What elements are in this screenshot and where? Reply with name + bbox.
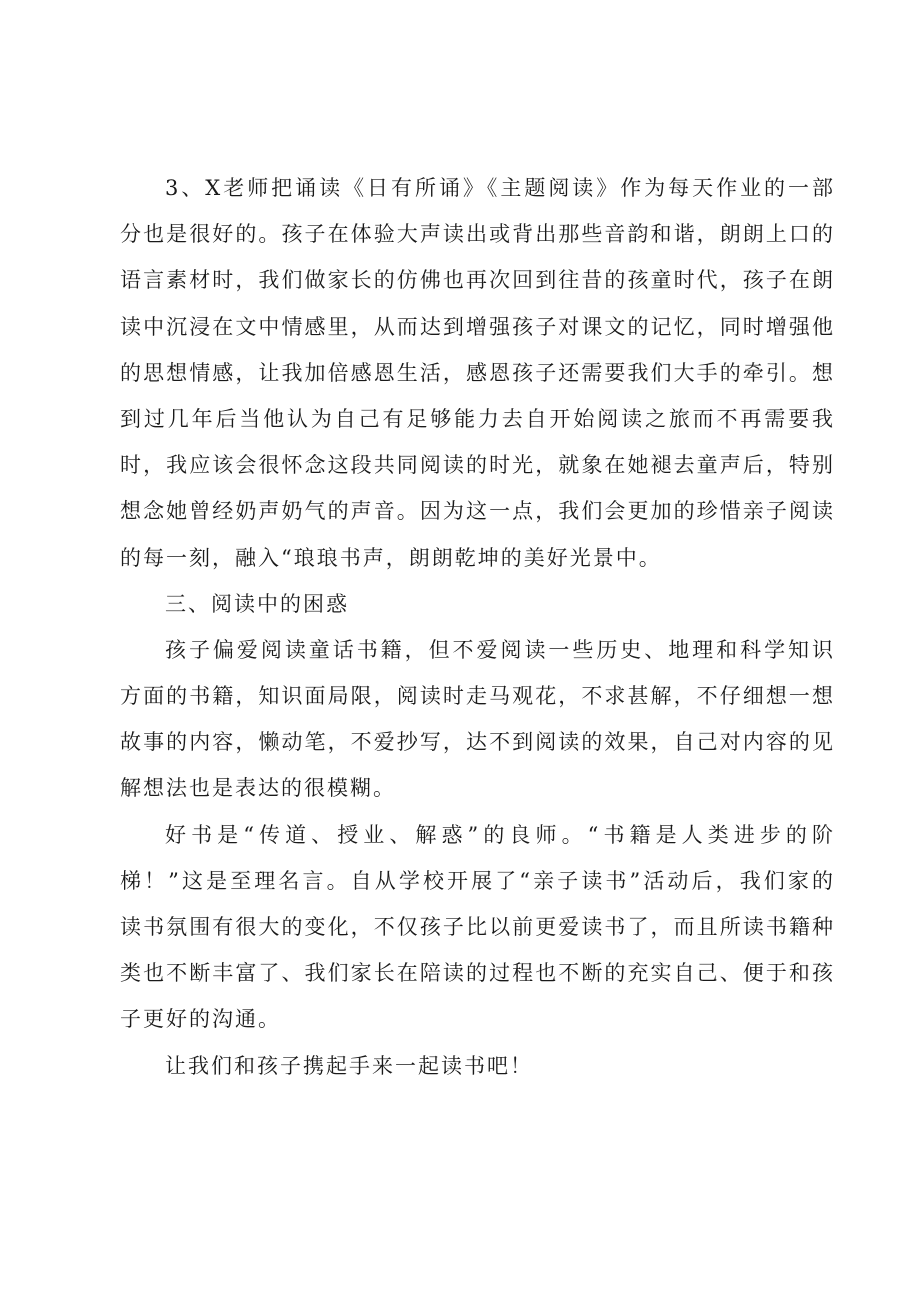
paragraph-line: 3、X老师把诵读《日有所诵》《主题阅读》作为每天作业的一部: [165, 176, 835, 200]
paragraph-line: 语言素材时，我们做家长的仿佛也再次回到往昔的孩童时代，孩子在朗: [120, 268, 835, 293]
paragraph-line: 想念她曾经奶声奶气的声音。因为这一点，我们会更加的珍惜亲子阅读: [120, 499, 835, 524]
paragraph-line: 读书氛围有很大的变化，不仅孩子比以前更爱读书了，而且所读书籍种: [120, 915, 835, 939]
section-heading-text: 三、阅读中的困惑: [165, 591, 349, 616]
paragraph-closing: [120, 1043, 835, 1089]
paragraph-line: 故事的内容，懒动笔，不爱抄写，达不到阅读的效果，自己对内容的见: [120, 730, 835, 755]
paragraph-line: 类也不断丰富了、我们家长在陪读的过程也不断的充实自己、便于和孩: [120, 961, 835, 986]
paragraph-line: 孩子偏爱阅读童话书籍，但不爱阅读一些历史、地理和科学知识: [165, 637, 835, 662]
paragraph-good-books: [120, 812, 835, 1043]
paragraph-line: 让我们和孩子携起手来一起读书吧！: [165, 1053, 533, 1078]
paragraph-line: 解想法也是表达的很模糊。: [120, 776, 396, 801]
document-body: [120, 165, 835, 1089]
paragraph-line: 的每一刻，融入“琅琅书声，朗朗乾坤的美好光景中。: [120, 545, 662, 570]
paragraph-reading-practice: [120, 165, 835, 581]
paragraph-line: 分也是很好的。孩子在体验大声读出或背出那些音韵和谐，朗朗上口的: [120, 222, 835, 247]
paragraph-line: 读中沉浸在文中情感里，从而达到增强孩子对课文的记忆，同时增强他: [120, 314, 835, 339]
paragraph-line: 梯！”这是至理名言。自从学校开展了“亲子读书”活动后，我们家的: [120, 868, 835, 893]
paragraph-line: 子更好的沟通。: [120, 1007, 281, 1032]
paragraph-line: 好书是“传道、授业、解惑”的良师。“书籍是人类进步的阶: [165, 822, 835, 847]
paragraph-line: 的思想情感，让我加倍感恩生活，感恩孩子还需要我们大手的牵引。想: [120, 360, 835, 385]
paragraph-line: 时，我应该会很怀念这段共同阅读的时光，就象在她褪去童声后，特别: [120, 453, 835, 478]
paragraph-line: 方面的书籍，知识面局限，阅读时走马观花，不求甚解，不仔细想一想: [120, 684, 835, 709]
paragraph-confusion: [120, 627, 835, 812]
section-heading: [120, 581, 835, 627]
paragraph-line: 到过几年后当他认为自己有足够能力去自开始阅读之旅而不再需要我: [120, 406, 835, 431]
